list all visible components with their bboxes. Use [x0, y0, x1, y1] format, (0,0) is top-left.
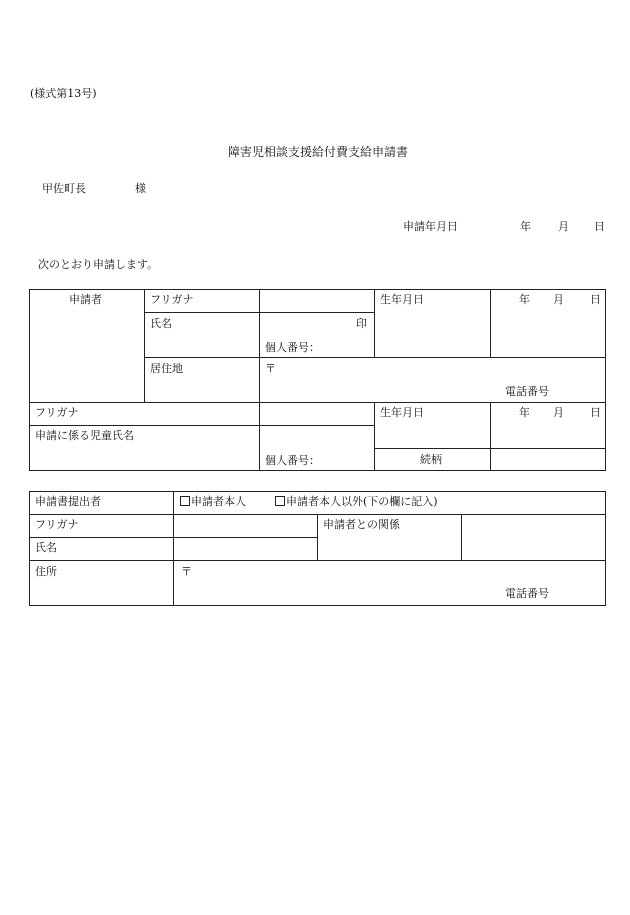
child-birth-date-label-cell: [375, 403, 491, 449]
application-date-month: 月: [558, 220, 569, 233]
submitter-furigana-field[interactable]: [174, 515, 318, 538]
applicant-birth-date-label-cell: [375, 290, 491, 358]
relationship-with-applicant-label: 申請者との関係: [323, 518, 400, 531]
relationship-with-applicant-field[interactable]: [462, 515, 606, 561]
child-name-field[interactable]: [260, 426, 375, 471]
applicant-name-field[interactable]: [260, 313, 375, 358]
applicant-address-field[interactable]: [260, 358, 606, 403]
applicant-header: 申請者: [69, 293, 102, 306]
submitter-name-label-cell: [30, 538, 174, 561]
application-date-day: 日: [594, 220, 605, 233]
applicant-furigana-field[interactable]: [260, 290, 375, 313]
child-name-label-cell: [30, 426, 260, 471]
application-date-label: 申請年月日: [403, 220, 458, 233]
submitter-address-label: 住所: [35, 565, 57, 578]
submitter-furigana-label: フリガナ: [35, 518, 79, 531]
applicant-postal-mark: 〒: [265, 362, 276, 375]
child-name-label: 申請に係る児童氏名: [35, 429, 134, 442]
submitter-name-field[interactable]: [174, 538, 318, 561]
self-checkbox[interactable]: [180, 496, 190, 506]
applicant-birth-date-field[interactable]: [491, 290, 606, 358]
applicant-birth-month: 月: [553, 293, 564, 306]
submitter-option-other[interactable]: [275, 496, 438, 508]
child-birth-month: 月: [553, 406, 564, 419]
applicant-address-label: 居住地: [150, 362, 183, 375]
addressee-name: 甲佐町長: [42, 182, 86, 195]
relationship-label-cell: [375, 449, 491, 471]
child-birth-day: 日: [590, 406, 601, 419]
submitter-table: [29, 491, 606, 606]
other-checkbox[interactable]: [275, 496, 285, 506]
child-personal-number-label: 個人番号：: [265, 454, 320, 467]
form-number: (様式第13号): [30, 87, 97, 100]
child-furigana-label: フリガナ: [35, 406, 79, 419]
applicant-name-label: 氏名: [150, 317, 172, 330]
submitter-furigana-label-cell: [30, 515, 174, 538]
applicant-name-label-cell: [145, 313, 260, 358]
child-furigana-field[interactable]: [260, 403, 375, 426]
applicant-table: [29, 289, 606, 471]
relationship-with-applicant-label-cell: [318, 515, 462, 561]
submitter-options-cell: [174, 492, 606, 515]
submitter-header: 申請書提出者: [35, 495, 101, 508]
applicant-furigana-label: フリガナ: [150, 293, 194, 306]
application-date-year: 年: [520, 220, 531, 233]
self-option-label: 申請者本人: [191, 495, 246, 508]
applicant-header-cell: [30, 290, 145, 403]
child-birth-date-label: 生年月日: [380, 406, 424, 419]
seal-mark: 印: [356, 317, 367, 330]
submitter-postal-mark: 〒: [181, 565, 192, 578]
submitter-option-self[interactable]: [180, 496, 246, 508]
relationship-field[interactable]: [491, 449, 606, 471]
applicant-furigana-label-cell: [145, 290, 260, 313]
addressee-honorific: 様: [135, 182, 146, 195]
applicant-personal-number-label: 個人番号：: [265, 341, 320, 354]
submitter-name-label: 氏名: [35, 541, 57, 554]
other-option-label: 申請者本人以外(下の欄に記入): [286, 495, 438, 508]
submitter-header-cell: [30, 492, 174, 515]
applicant-birth-day: 日: [590, 293, 601, 306]
form-title: 障害児相談支援給付費支給申請書: [228, 145, 409, 159]
child-birth-year: 年: [519, 406, 530, 419]
child-birth-date-field[interactable]: [491, 403, 606, 449]
applicant-birth-date-label: 生年月日: [380, 293, 424, 306]
intro-text: 次のとおり申請します。: [38, 258, 159, 271]
submitter-address-field[interactable]: [174, 561, 606, 606]
relationship-label: 続柄: [420, 453, 442, 466]
applicant-address-label-cell: [145, 358, 260, 403]
applicant-phone-label: 電話番号: [505, 385, 549, 398]
child-furigana-label-cell: [30, 403, 260, 426]
submitter-phone-label: 電話番号: [505, 587, 549, 600]
submitter-address-label-cell: [30, 561, 174, 606]
applicant-birth-year: 年: [519, 293, 530, 306]
